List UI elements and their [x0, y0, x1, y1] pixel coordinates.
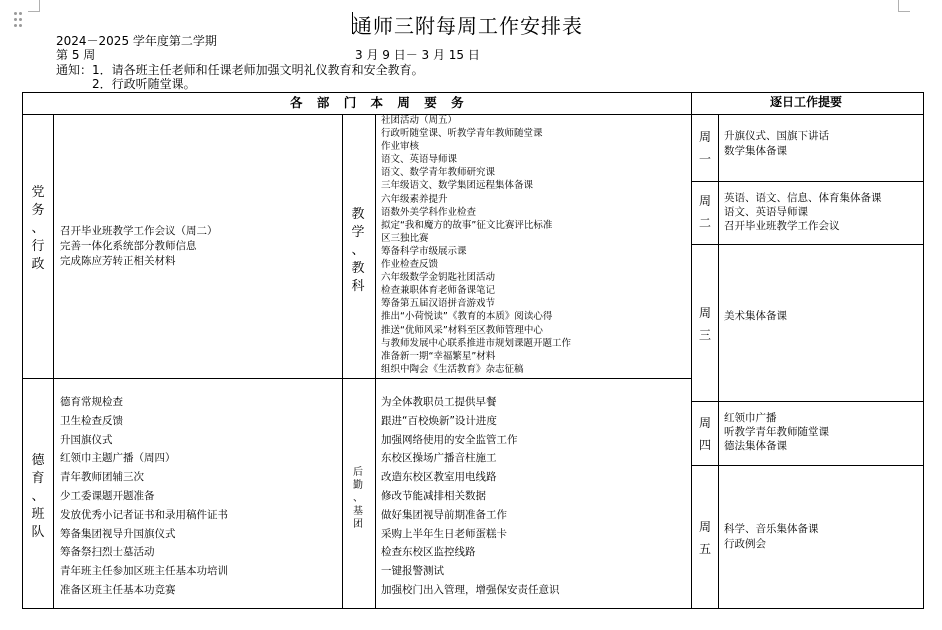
notice-line-1: 通知：1．请各班主任老师和任课老师加强文明礼仪教育和安全教育。: [56, 63, 424, 77]
list-item: 行政例会: [724, 538, 766, 550]
list-item: 六年级数学金钥匙社团活动: [381, 272, 496, 284]
list-item: 筹备祭扫烈士墓活动: [60, 546, 155, 559]
school-year: 2024－2025 学年度第二学期: [56, 34, 217, 48]
list-item: 筹备科学市级展示课: [381, 245, 467, 257]
list-item: 升国旗仪式: [60, 433, 113, 446]
list-item: 采购上半年生日老师蛋糕卡: [381, 527, 507, 540]
list-item: 英语、语文、信息、体育集体备课: [724, 192, 882, 204]
list-item: 组织中陶会《生活教育》杂志征稿: [381, 363, 524, 375]
list-item: 完善一体化系统部分教师信息: [60, 240, 197, 252]
logistics-list: [381, 393, 560, 600]
list-item: 语文、英语导师课: [724, 206, 808, 218]
date-range: 3 月 9 日－ 3 月 15 日: [355, 48, 480, 62]
header-daily: 逐日工作提要: [770, 95, 843, 109]
list-item: 召开毕业班教学工作会议（周二）: [60, 225, 218, 237]
page-title: 通师三附每周工作安排表: [352, 14, 583, 38]
category-moral: 德 育 、 班 队: [31, 453, 45, 540]
list-item: 加强网络使用的安全监管工作: [381, 433, 518, 446]
list-item: 加强校门出入管理，增强保安责任意识: [381, 583, 560, 596]
day-monday: 周 一: [698, 130, 711, 166]
day-thursday: 周 四: [698, 416, 711, 452]
list-item: 青年教师团辅三次: [60, 471, 144, 484]
category-teaching: 教 学 、 教 科: [351, 207, 365, 294]
list-item: 做好集团视导前期准备工作: [381, 508, 507, 521]
list-item: 准备区班主任基本功竞赛: [60, 583, 176, 596]
list-item: 青年班主任参加区班主任基本功培训: [60, 565, 228, 578]
header-departments: 各 部 门 本 周 要 务: [290, 95, 469, 110]
list-item: 六年级素养提升: [381, 193, 448, 205]
list-item: 作业审核: [381, 141, 420, 153]
list-item: 科学、音乐集体备课: [724, 523, 819, 535]
list-item: 少工委课题开题准备: [60, 489, 155, 502]
teaching-list: [381, 114, 571, 376]
list-item: 修改节能减排相关数据: [381, 489, 486, 502]
category-logistics: 后 勤 、 基 团: [353, 467, 363, 530]
list-item: 完成陈应芳转正相关材料: [60, 255, 176, 267]
list-item: 发放优秀小记者证书和录用稿件证书: [60, 508, 228, 521]
list-item: 行政听随堂课、听教学青年教师随堂课: [381, 128, 543, 140]
list-item: 一键报警测试: [381, 565, 444, 578]
list-item: 三年级语文、数学集团远程集体备课: [381, 180, 534, 192]
list-item: 为全体教职员工提供早餐: [381, 396, 497, 408]
list-item: 与教师发展中心联系推进市规划课题开题工作: [381, 337, 572, 349]
list-item: 检查东校区监控线路: [381, 546, 476, 559]
list-item: 升旗仪式、国旗下讲话: [724, 130, 829, 142]
list-item: 数学集体备课: [724, 145, 787, 157]
moral-list: [60, 393, 228, 600]
day-friday: 周 五: [698, 520, 711, 556]
list-item: 语文、英语导师课: [381, 154, 458, 166]
list-item: 作业检查反馈: [381, 259, 439, 271]
list-item: 推出“小荷悦读”《教育的本质》阅读心得: [381, 311, 553, 323]
day-tuesday: 周 二: [698, 194, 711, 230]
list-item: 社团活动（周五）: [381, 115, 458, 126]
list-item: 德育常规检查: [60, 396, 123, 408]
list-item: 美术集体备课: [724, 310, 787, 322]
list-item: 红领巾广播: [724, 412, 777, 424]
list-item: 德法集体备课: [724, 440, 787, 452]
week-number: 第 5 周: [56, 48, 96, 62]
list-item: 检查兼职体育老师备课笔记: [381, 285, 496, 297]
list-item: 筹备集团视导升国旗仪式: [60, 527, 176, 540]
list-item: 拟定“我和魔方的故事”征文比赛评比标准: [381, 219, 553, 231]
list-item: 红领巾主题广播（周四）: [60, 452, 176, 465]
list-item: 准备新一期“幸福繁星”材料: [381, 350, 496, 362]
notice-line-2: 2．行政听随堂课。: [92, 77, 196, 91]
category-party-admin: 党 务 、 行 政: [31, 185, 45, 272]
list-item: 跟进“百校焕新”设计进度: [381, 414, 497, 427]
list-item: 改造东校区教室用电线路: [381, 471, 497, 484]
list-item: 筹备第五届汉语拼音游戏节: [381, 298, 496, 310]
list-item: 推送“优师风采”材料至区教师管理中心: [381, 324, 543, 336]
list-item: 听教学青年教师随堂课: [724, 426, 829, 438]
list-item: 区三独比赛: [381, 232, 429, 244]
list-item: 东校区操场广播音柱施工: [381, 452, 497, 465]
list-item: 语文、数学青年教师研究课: [381, 167, 496, 179]
list-item: 语数外美学科作业检查: [381, 206, 477, 218]
list-item: 召开毕业班教学工作会议: [724, 220, 840, 232]
day-wednesday: 周 三: [698, 306, 711, 342]
list-item: 卫生检查反馈: [60, 414, 123, 427]
